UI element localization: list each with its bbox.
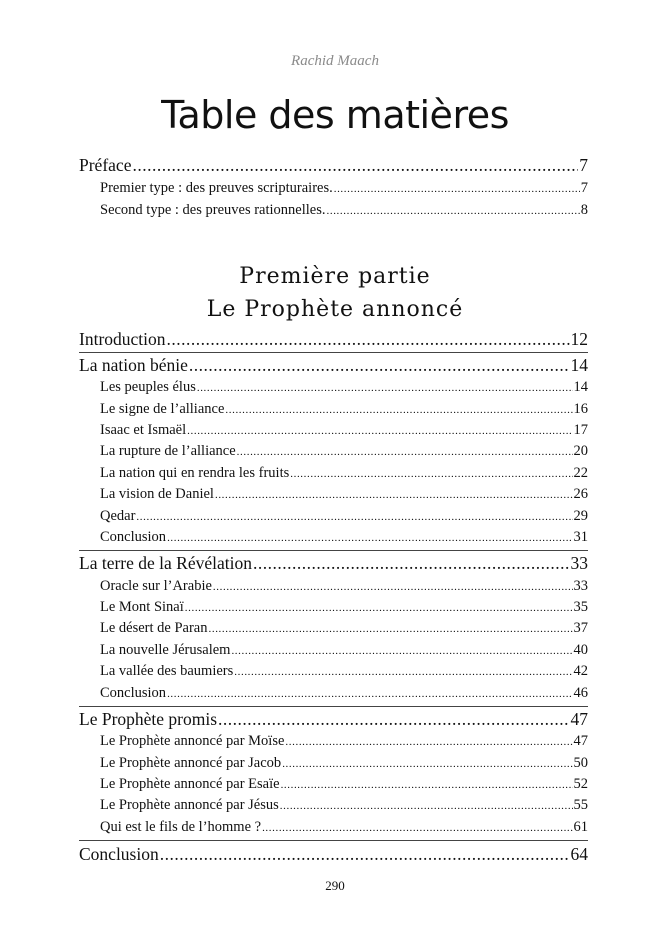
dot-leader — [290, 469, 572, 480]
dot-leader — [160, 846, 570, 864]
toc-subentry[interactable] — [100, 380, 588, 395]
dot-leader — [231, 646, 572, 657]
toc-subentry-label: Conclusion — [100, 529, 167, 545]
toc-entry-page: 7 — [579, 155, 588, 175]
toc-subentry-label: Qedar — [100, 508, 136, 524]
toc-subentry[interactable] — [100, 664, 588, 679]
toc-subentry-page: 42 — [573, 663, 588, 679]
toc-subentry-label: Second type : des preuves rationnelles. — [100, 202, 326, 218]
toc-subentry[interactable] — [100, 820, 588, 835]
toc-subentry-label: Isaac et Ismaël — [100, 422, 187, 438]
toc-subentry-label: La nouvelle Jérusalem — [100, 642, 231, 658]
toc-subentry[interactable] — [100, 579, 588, 594]
toc-subentry-label: Le Prophète annoncé par Esaïe — [100, 776, 280, 792]
toc-entry-chapter[interactable] — [79, 846, 588, 864]
toc-subentry[interactable] — [100, 734, 588, 749]
toc-subentry-page: 55 — [573, 797, 588, 813]
dot-leader — [213, 582, 573, 593]
toc-entry-chapter[interactable] — [79, 555, 588, 573]
toc-entry-label: Introduction — [79, 329, 166, 349]
toc-subentry-label: Premier type : des preuves scripturaires. — [100, 180, 333, 196]
toc-entry-chapter[interactable] — [79, 711, 588, 729]
dot-leader — [167, 331, 570, 349]
toc-entry-preface[interactable] — [79, 157, 588, 175]
dot-leader — [281, 780, 573, 791]
dot-leader — [285, 737, 572, 748]
toc-entry-label: La terre de la Révélation — [79, 553, 252, 573]
dot-leader — [185, 603, 573, 614]
toc-entry-page: 14 — [570, 355, 588, 375]
toc-subentry-page: 46 — [573, 685, 588, 701]
toc-entry-label: Conclusion — [79, 844, 159, 864]
toc-subentry-page: 37 — [573, 620, 588, 636]
toc-subentry[interactable] — [100, 798, 588, 813]
dot-leader — [234, 667, 572, 678]
part-heading: Première partie — [239, 264, 431, 289]
toc-subentry-label: Qui est le fils de l’homme ? — [100, 819, 262, 835]
toc-subentry-label: Le signe de l’alliance — [100, 401, 225, 417]
dot-leader — [225, 405, 572, 416]
toc-subentry-label: Le Prophète annoncé par Jésus — [100, 797, 279, 813]
toc-subentry-page: 47 — [573, 733, 588, 749]
toc-subentry[interactable] — [100, 756, 588, 771]
toc-subentry-label: Le désert de Paran — [100, 620, 208, 636]
toc-entry-page: 47 — [570, 709, 588, 729]
dot-leader — [282, 759, 572, 770]
toc-subentry-page: 52 — [573, 776, 588, 792]
dot-leader — [132, 157, 578, 175]
section-divider — [79, 706, 588, 707]
dot-leader — [209, 624, 573, 635]
toc-subentry-label: Oracle sur l’Arabie — [100, 578, 212, 594]
dot-leader — [280, 801, 573, 812]
part-subheading: Le Prophète annoncé — [206, 297, 464, 322]
toc-subentry-page: 31 — [573, 529, 588, 545]
toc-subentry[interactable] — [100, 466, 588, 481]
toc-subentry[interactable] — [100, 203, 588, 218]
dot-leader — [167, 689, 572, 700]
dot-leader — [189, 357, 570, 375]
toc-subentry-label: Le Prophète annoncé par Jacob — [100, 755, 282, 771]
dot-leader — [215, 490, 573, 501]
toc-subentry[interactable] — [100, 777, 588, 792]
toc-subentry-label: La nation qui en rendra les fruits — [100, 465, 290, 481]
toc-subentry[interactable] — [100, 509, 588, 524]
dot-leader — [262, 823, 572, 834]
running-head: Rachid Maach — [291, 53, 379, 69]
toc-subentry[interactable] — [100, 686, 588, 701]
toc-subentry-page: 40 — [573, 642, 588, 658]
toc-subentry-page: 20 — [573, 443, 588, 459]
page-number: 290 — [325, 878, 345, 893]
dot-leader — [253, 555, 570, 573]
dot-leader — [218, 711, 569, 729]
dot-leader — [187, 426, 572, 437]
dot-leader — [167, 533, 572, 544]
dot-leader — [237, 447, 573, 458]
dot-leader — [334, 184, 580, 195]
toc-subentry-page: 8 — [580, 202, 588, 218]
toc-entry-label: Préface — [79, 155, 132, 175]
toc-subentry[interactable] — [100, 530, 588, 545]
toc-subentry-page: 61 — [573, 819, 588, 835]
toc-subentry-label: Le Mont Sinaï — [100, 599, 184, 615]
toc-subentry-page: 14 — [573, 379, 588, 395]
toc-subentry-page: 26 — [573, 486, 588, 502]
toc-subentry[interactable] — [100, 402, 588, 417]
dot-leader — [136, 512, 572, 523]
toc-subentry-page: 50 — [573, 755, 588, 771]
toc-entry-chapter[interactable] — [79, 331, 588, 349]
toc-subentry-label: Les peuples élus — [100, 379, 196, 395]
toc-entry-page: 64 — [570, 844, 588, 864]
toc-subentry[interactable] — [100, 621, 588, 636]
toc-subentry[interactable] — [100, 181, 588, 196]
toc-subentry-page: 29 — [573, 508, 588, 524]
toc-entry-page: 33 — [570, 553, 588, 573]
toc-subentry-label: La vision de Daniel — [100, 486, 214, 502]
toc-subentry[interactable] — [100, 600, 588, 615]
toc-subentry-label: Conclusion — [100, 685, 167, 701]
page-title: Table des matières — [161, 93, 509, 137]
toc-subentry-page: 33 — [573, 578, 588, 594]
toc-subentry[interactable] — [100, 487, 588, 502]
dot-leader — [327, 206, 580, 217]
toc-subentry-page: 22 — [573, 465, 588, 481]
toc-subentry-label: La rupture de l’alliance — [100, 443, 236, 459]
toc-subentry-page: 35 — [573, 599, 588, 615]
toc-entry-chapter[interactable] — [79, 357, 588, 375]
toc-entry-label: Le Prophète promis — [79, 709, 218, 729]
section-divider — [79, 352, 588, 353]
toc-subentry-page: 16 — [573, 401, 588, 417]
toc-entry-page: 12 — [570, 329, 588, 349]
section-divider — [79, 840, 588, 841]
section-divider — [79, 550, 588, 551]
toc-subentry-label: Le Prophète annoncé par Moïse — [100, 733, 285, 749]
toc-subentry-page: 7 — [580, 180, 588, 196]
toc-entry-label: La nation bénie — [79, 355, 188, 375]
toc-subentry-label: La vallée des baumiers — [100, 663, 234, 679]
toc-subentry[interactable] — [100, 444, 588, 459]
toc-subentry[interactable] — [100, 643, 588, 658]
dot-leader — [197, 383, 573, 394]
toc-subentry[interactable] — [100, 423, 588, 438]
toc-subentry-page: 17 — [573, 422, 588, 438]
